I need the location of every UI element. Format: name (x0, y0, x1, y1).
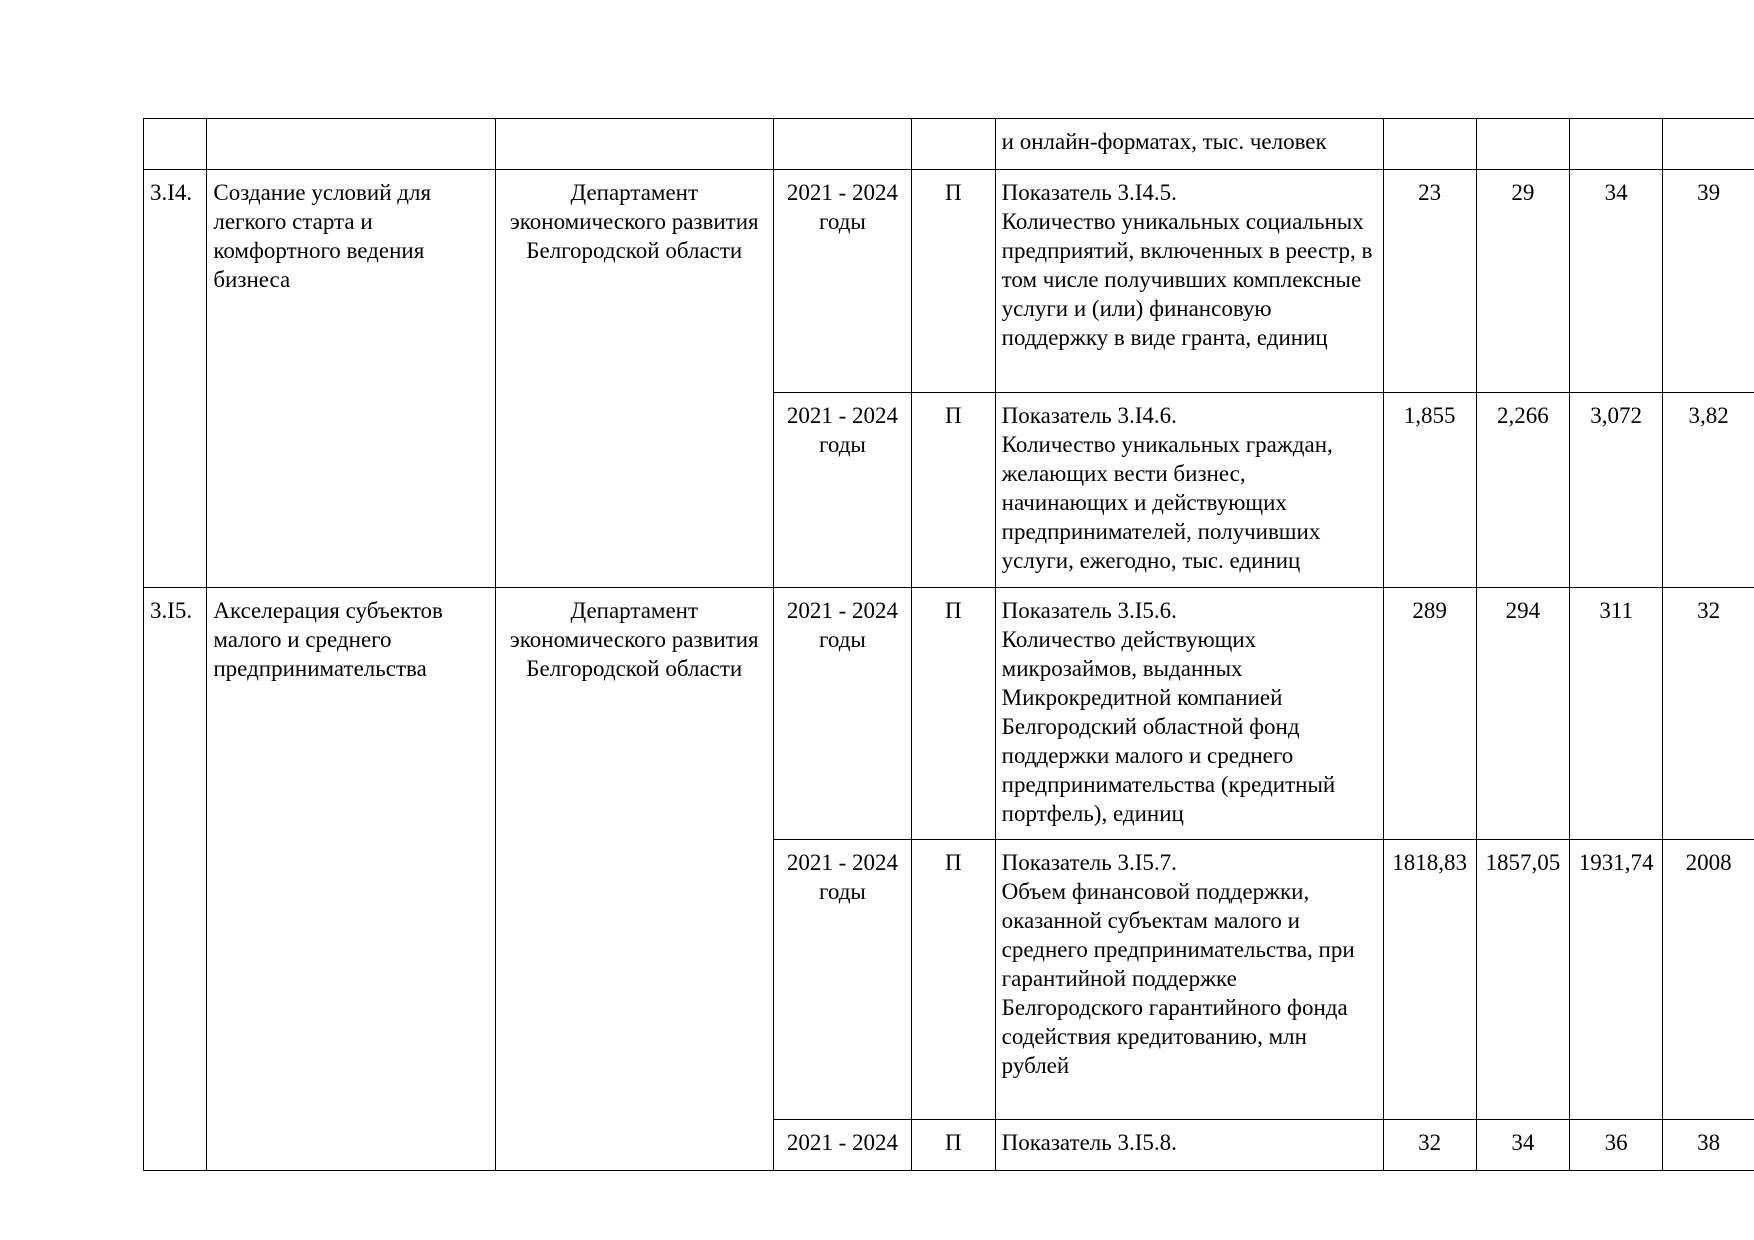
value-cell: 311 (1570, 588, 1663, 840)
name-cell (207, 119, 495, 170)
code-cell (144, 119, 207, 170)
value-cell: 3,072 (1570, 393, 1663, 588)
name-cell: Создание условий для легкого старта и комфортного ведения бизнеса (207, 170, 495, 588)
period-cell: 2021 - 2024 годы (774, 393, 912, 588)
type-cell: П (911, 1120, 995, 1171)
indicator-desc: Количество уникальных граждан, желающих вести бизнес, начинающих и действующих предпринимателей, получивших услуги, ежегодно, тыс. единиц (1001, 432, 1333, 573)
executor-cell (495, 119, 773, 170)
value-cell: 3,82 (1663, 393, 1754, 588)
code-cell: 3.I5. (144, 588, 207, 1171)
value-cell (1383, 119, 1476, 170)
indicator-cell (995, 1120, 1383, 1171)
value-cell: 29 (1476, 170, 1569, 393)
indicator-title: Показатель 3.I5.6. (1001, 598, 1177, 623)
period-cell: 2021 - 2024 годы (774, 840, 912, 1120)
type-cell: П (911, 393, 995, 588)
indicator-title: Показатель 3.I5.8. (1001, 1130, 1177, 1155)
indicator-cell (995, 393, 1383, 588)
type-cell: П (911, 170, 995, 393)
indicator-desc: Количество действующих микрозаймов, выданных Микрокредитной компанией Белгородский областной фонд поддержки малого и среднего предпринимательства (кредитный портфель), единиц (1001, 627, 1336, 826)
value-cell: 1857,05 (1476, 840, 1569, 1120)
value-cell: 2008 (1663, 840, 1754, 1120)
type-cell (911, 119, 995, 170)
value-cell: 2,266 (1476, 393, 1569, 588)
table-row (144, 119, 1754, 170)
period-cell (774, 119, 912, 170)
table-row (144, 588, 1754, 840)
value-cell: 38 (1663, 1120, 1754, 1171)
value-cell (1570, 119, 1663, 170)
value-cell: 32 (1663, 588, 1754, 840)
indicator-cell (995, 588, 1383, 840)
type-cell: П (911, 840, 995, 1120)
indicator-cell (995, 840, 1383, 1120)
value-cell: 289 (1383, 588, 1476, 840)
value-cell: 39 (1663, 170, 1754, 393)
value-cell: 1931,74 (1570, 840, 1663, 1120)
indicator-cell (995, 119, 1383, 170)
value-cell: 23 (1383, 170, 1476, 393)
period-cell: 2021 - 2024 (774, 1120, 912, 1171)
executor-cell: Департамент экономического развития Белгородской области (495, 170, 773, 588)
value-cell: 34 (1476, 1120, 1569, 1171)
indicator-desc: Объем финансовой поддержки, оказанной субъектам малого и среднего предпринимательства, при гарантийной поддержке Белгородского гарантийного фонда содействия кредитованию, млн рублей (1001, 879, 1355, 1078)
name-cell: Акселерация субъектов малого и среднего предпринимательства (207, 588, 495, 1171)
indicator-title: Показатель 3.I5.7. (1001, 850, 1177, 875)
executor-cell: Департамент экономического развития Белгородской области (495, 588, 773, 1171)
code-cell: 3.I4. (144, 170, 207, 588)
period-cell: 2021 - 2024 годы (774, 588, 912, 840)
indicator-desc: Количество уникальных социальных предприятий, включенных в реестр, в том числе получивших комплексные услуги и (или) финансовую поддержку в виде гранта, единиц (1001, 209, 1373, 350)
indicator-desc: и онлайн-форматах, тыс. человек (1001, 129, 1327, 154)
value-cell: 1,855 (1383, 393, 1476, 588)
table-row (144, 170, 1754, 393)
indicator-title: Показатель 3.I4.5. (1001, 180, 1177, 205)
value-cell: 36 (1570, 1120, 1663, 1171)
value-cell: 34 (1570, 170, 1663, 393)
value-cell: 32 (1383, 1120, 1476, 1171)
type-cell: П (911, 588, 995, 840)
indicators-table (143, 118, 1754, 1171)
value-cell: 1818,83 (1383, 840, 1476, 1120)
value-cell (1476, 119, 1569, 170)
indicator-cell (995, 170, 1383, 393)
value-cell: 294 (1476, 588, 1569, 840)
period-cell: 2021 - 2024 годы (774, 170, 912, 393)
indicator-title: Показатель 3.I4.6. (1001, 403, 1177, 428)
value-cell (1663, 119, 1754, 170)
